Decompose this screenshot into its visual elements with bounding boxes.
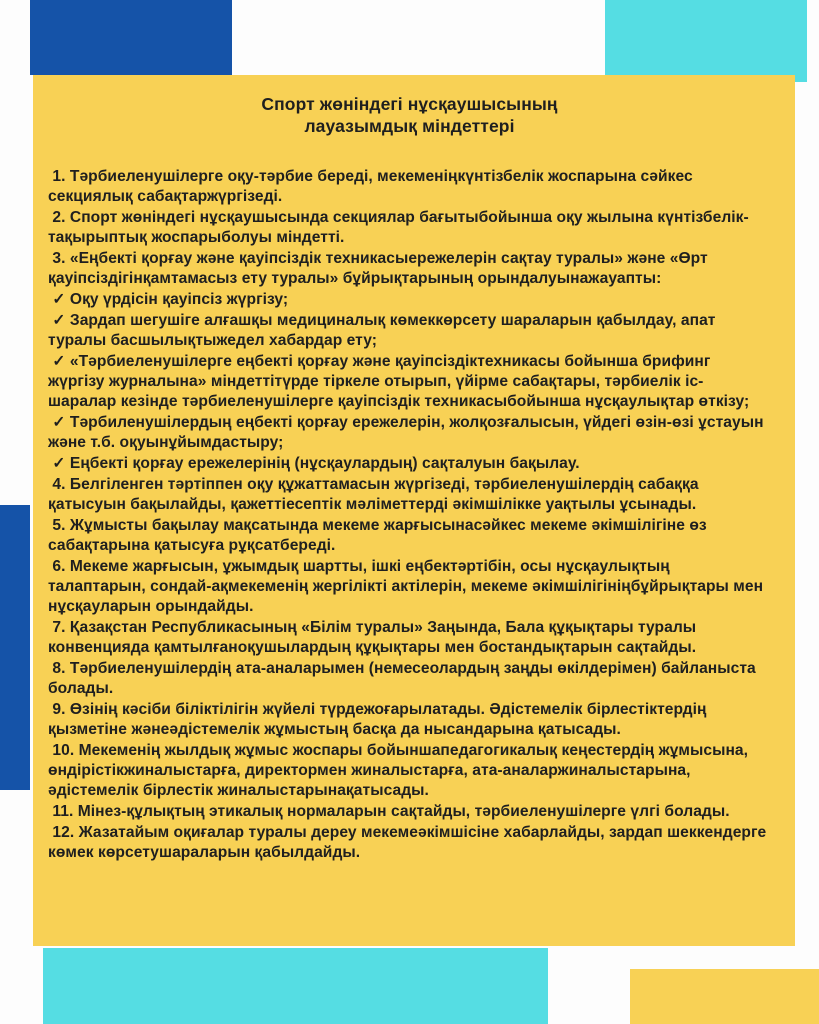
- duty-paragraph: 10. Мекеменің жылдық жұмыс жоспары бойыншапедагогикалық кеңестердің жұмысына, өндірістікжиналыстарға, директормен жиналыстарға, ата-аналаржиналыстарына, әдістемелік бірлестік жиналыстарынақатысады.: [48, 742, 753, 799]
- duty-check-item: ✓ Еңбекті қорғау ережелерінің (нұсқаулардың) сақталуын бақылау.: [48, 455, 580, 472]
- duties-card: [33, 75, 795, 946]
- duty-paragraph: 2. Спорт жөніндегі нұсқаушысында секциялар бағытыбойынша оқу жылына күнтізбелік-тақырыптық жоспарыболуы міндетті.: [48, 209, 749, 246]
- duty-check-item: ✓ Тәрбиленушілердың еңбекті қорғау ережелерін, жолқозғалысын, үйдегі өзін-өзі ұстауын және т.б. оқуынұйымдастыру;: [48, 414, 768, 451]
- page-title-line1: Спорт жөніндегі нұсқаушысының: [261, 94, 558, 114]
- duty-paragraph: 8. Тәрбиеленушілердің ата-аналарымен (немесеолардың заңды өкілдерімен) байланыста болады.: [48, 660, 761, 697]
- decor-rect-top-right-cyan: [605, 0, 807, 82]
- duty-paragraph: 3. «Еңбекті қорғау және қауіпсіздік техникасыережелерін сақтау туралы» және «Өрт қауіпсіздігінқамтамасыз ету туралы» бұйрықтарының орындалуынажауапты:: [48, 250, 713, 287]
- page-title-line2: лауазымдық міндеттері: [304, 116, 515, 136]
- duty-check-item: ✓ Зардап шегушіге алғашқы медициналық көмеккөрсету шараларын қабылдау, апат туралы басшылықтыжедел хабардар ету;: [48, 312, 720, 349]
- duty-paragraph: 7. Қазақстан Республикасының «Білім туралы» Заңында, Бала құқықтары туралы конвенцияда қамтылғаноқушылардың құқықтары мен бостандықтарын сақтайды.: [48, 619, 701, 656]
- duty-paragraph: 11. Мінез-құлықтың этикалық нормаларын сақтайды, тәрбиеленушілерге үлгі болады.: [48, 803, 730, 820]
- duty-check-item: ✓ «Тәрбиеленушілерге еңбекті қорғау және қауіпсіздіктехникасы бойынша брифинг жүргізу журналына» міндеттітүрде тіркеле отырып, үйірме сабақтары, тәрбиелік іс-шаралар кезінде тәрбиеленушілерге қауіпсіздік техникасыбойынша нұсқаулықтар өткізу;: [48, 353, 750, 410]
- duty-paragraph: 9. Өзінің кәсіби біліктілігін жүйелі түрдежоғарылатады. Әдістемелік бірлестіктердің қызметіне жәнеәдістемелік жұмыстың басқа да нысандарына қатысады.: [48, 701, 711, 738]
- decor-rect-bottom-right-yellow: [630, 969, 819, 1024]
- duty-check-item: ✓ Оқу үрдісін қауіпсіз жүргізу;: [48, 291, 289, 308]
- duty-paragraph: 4. Белгіленген тәртіппен оқу құжаттамасын жүргізеді, тәрбиеленушілердің сабаққа қатысуын бақылайды, қажеттіесептік мәліметтерді әкімшілікке уақтылы ұсынады.: [48, 476, 703, 513]
- duties-list: [48, 167, 771, 863]
- decor-rect-left-blue: [0, 505, 30, 790]
- decor-rect-top-left-blue: [30, 0, 232, 75]
- duty-paragraph: 1. Тәрбиеленушілерге оқу-тәрбие береді, мекеменіңкүнтізбелік жоспарына сәйкес секциялық сабақтаржүргізеді.: [48, 168, 698, 205]
- duty-paragraph: 6. Мекеме жарғысын, ұжымдық шартты, ішкі еңбектәртібін, осы нұсқаулықтың талаптарын, сондай-ақмекеменің жергілікті актілерін, мекеме әкімшілігініңбұйрықтары мен нұсқауларын орындайды.: [48, 558, 768, 615]
- duty-paragraph: 5. Жұмысты бақылау мақсатында мекеме жарғысынасәйкес мекеме әкімшілігіне өз сабақтарына қатысуға рұқсатбереді.: [48, 517, 712, 554]
- decor-rect-bottom-cyan: [43, 948, 548, 1024]
- page-title: [48, 93, 771, 137]
- duty-paragraph: 12. Жазатайым оқиғалар туралы дереу мекемеәкімшісіне хабарлайды, зардап шеккендерге көмек көрсетушараларын қабылдайды.: [48, 824, 771, 861]
